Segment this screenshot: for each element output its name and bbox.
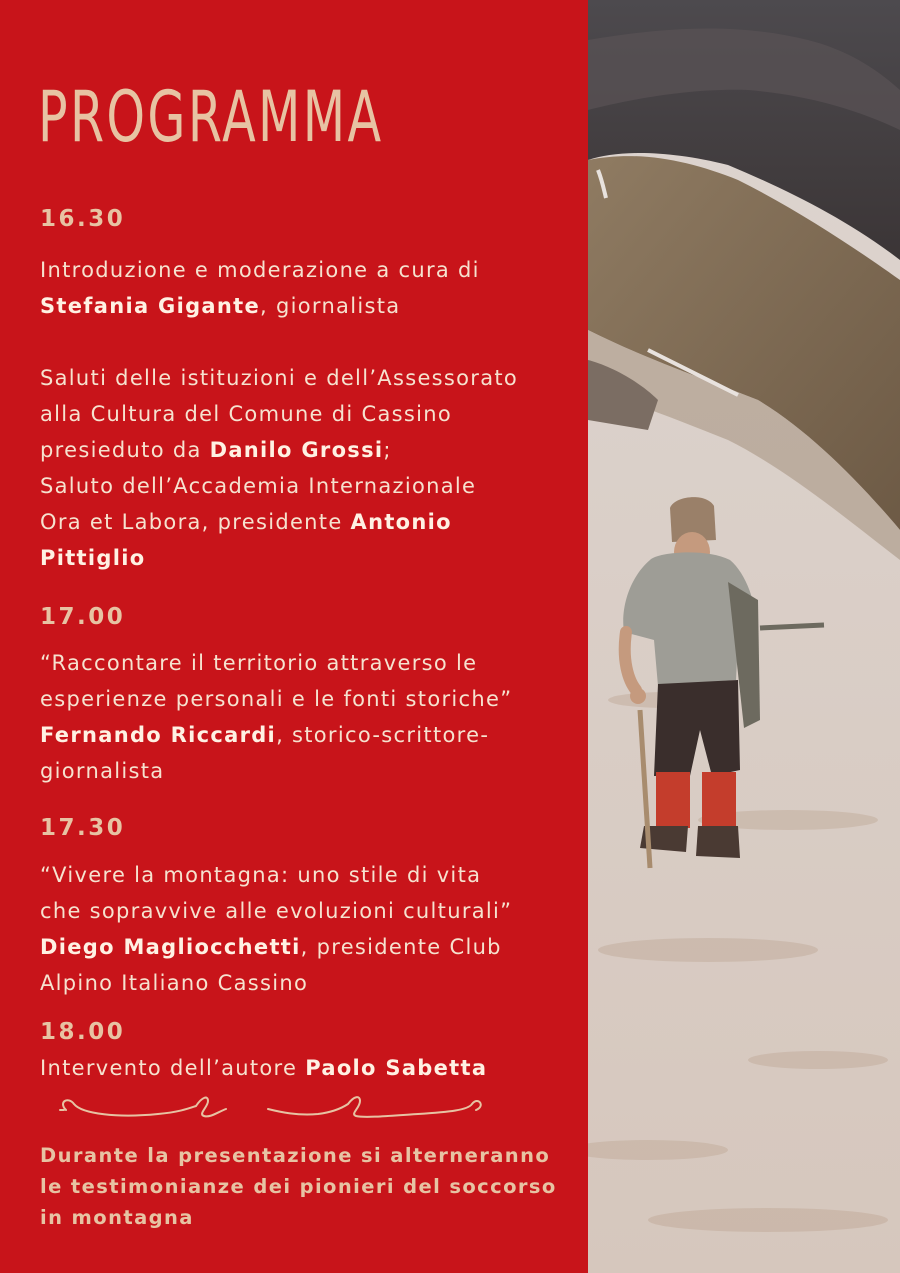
text-line: presieduto da Danilo Grossi; xyxy=(40,438,392,462)
text-line: Alpino Italiano Cassino xyxy=(40,971,309,995)
closing-note: Durante la presentazione si alterneranno le testimonianze dei pionieri del soccorso in montagna xyxy=(40,1144,557,1229)
session-description xyxy=(40,645,512,789)
session-time: 17.30 xyxy=(40,815,126,841)
text-line: alla Cultura del Comune di Cassino xyxy=(40,402,452,426)
speaker-name: Diego Magliocchetti xyxy=(40,935,301,959)
speaker-name: Antonio xyxy=(350,510,452,534)
session-description xyxy=(40,1050,487,1086)
text-line: Stefania Gigante, giornalista xyxy=(40,294,401,318)
session-description xyxy=(40,252,518,576)
text-line: Saluto dell’Accademia Internazionale xyxy=(40,474,477,498)
text-line: esperienze personali e le fonti storiche” xyxy=(40,687,513,711)
speaker-name: Fernando Riccardi xyxy=(40,723,277,747)
ornamental-divider xyxy=(58,1092,484,1128)
text-line xyxy=(40,324,518,360)
session-time: 18.00 xyxy=(40,1019,126,1045)
text-line: Introduzione e moderazione a cura di xyxy=(40,258,480,282)
session-time: 16.30 xyxy=(40,206,126,232)
text-line xyxy=(40,540,518,576)
session-description xyxy=(40,857,512,1001)
text-line: Saluti delle istituzioni e dell’Assessorato xyxy=(40,366,519,390)
text-line: “Raccontare il territorio attraverso le xyxy=(40,651,478,675)
program-title: PROGRAMMA xyxy=(38,76,384,158)
text-line: Ora et Labora, presidente Antonio xyxy=(40,510,452,534)
speaker-name: Danilo Grossi xyxy=(209,438,384,462)
speaker-name: Stefania Gigante xyxy=(40,294,261,318)
text-line: “Vivere la montagna: uno stile di vita xyxy=(40,863,482,887)
text-line: che sopravvive alle evoluzioni culturali” xyxy=(40,899,513,923)
session-time: 17.00 xyxy=(40,604,126,630)
text-line: Intervento dell’autore Paolo Sabetta xyxy=(40,1056,488,1080)
mountain-climber-photo xyxy=(588,0,900,1273)
speaker-name: Paolo Sabetta xyxy=(305,1056,488,1080)
speaker-name: Pittiglio xyxy=(40,546,146,570)
text-line: Fernando Riccardi, storico-scrittore- xyxy=(40,723,490,747)
text-line: Diego Magliocchetti, presidente Club xyxy=(40,935,502,959)
text-line: giornalista xyxy=(40,759,165,783)
